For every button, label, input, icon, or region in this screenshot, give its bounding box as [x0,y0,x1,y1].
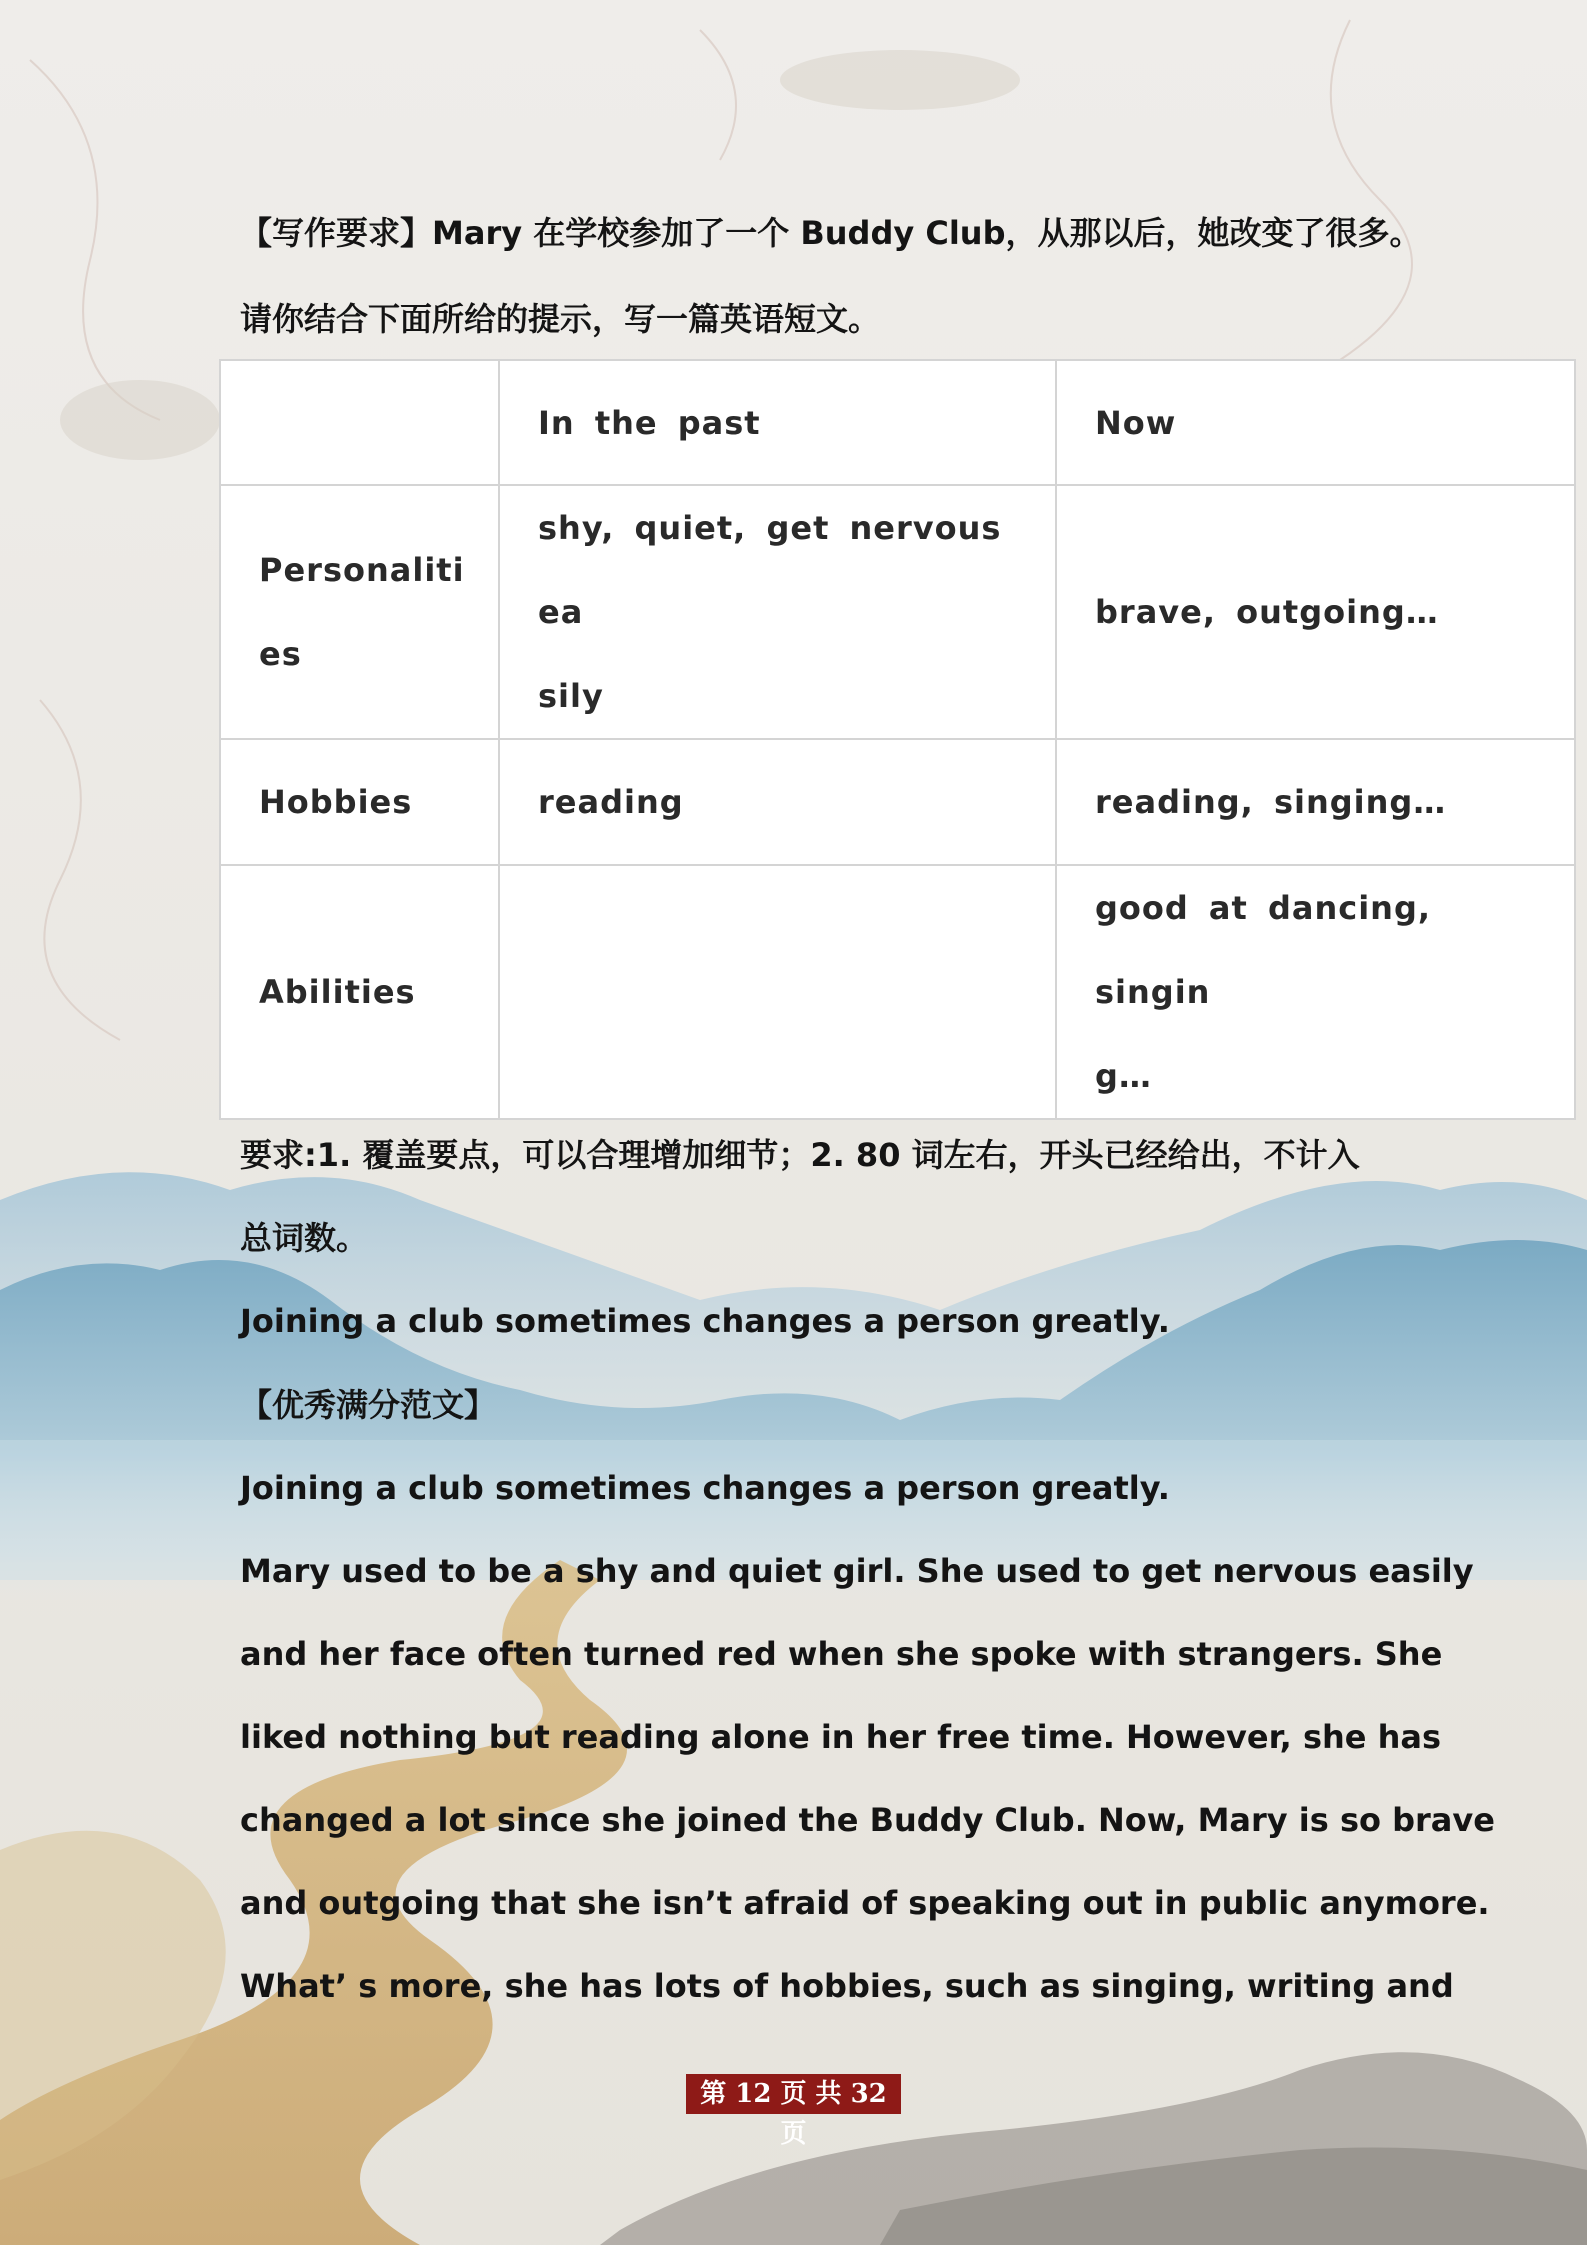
writing-task-line-1: 【写作要求】Mary 在学校参加了一个 Buddy Club，从那以后，她改变了很多。 [240,214,1422,252]
sample-line: What’ s more, she has lots of hobbies, such as singing, writing and [240,1967,1454,2005]
table-row-label: Hobbies [220,739,499,865]
sample-line: and her face often turned red when she spoke with strangers. She [240,1635,1443,1673]
table-header-cell: In the past [499,360,1056,485]
table-row [220,485,1575,739]
requirements-line-2: 总词数。 [240,1219,369,1257]
sample-line: changed a lot since she joined the Buddy Club. Now, Mary is so brave [240,1801,1495,1839]
opening-sentence: Joining a club sometimes changes a person greatly. [240,1302,1170,1340]
table-cell-now: brave, outgoing… [1056,485,1575,739]
table-row [220,739,1575,865]
table-row [220,865,1575,1119]
hints-table [219,359,1576,1120]
table-cell-now: reading, singing… [1056,739,1575,865]
sample-line: Joining a club sometimes changes a person greatly. [240,1469,1170,1507]
page-number-badge: 第 12 页 共 32 页 [686,2074,901,2114]
table-header-cell [220,360,499,485]
table-header-cell: Now [1056,360,1575,485]
table-cell-past [499,865,1056,1119]
table-header-row [220,360,1575,485]
table-cell-now: good at dancing, singin g… [1056,865,1575,1119]
sample-line: Mary used to be a shy and quiet girl. She used to get nervous easily [240,1552,1474,1590]
table-cell-past: reading [499,739,1056,865]
sample-line: and outgoing that she isn’t afraid of speaking out in public anymore. [240,1884,1490,1922]
requirements-line-1: 要求:1. 覆盖要点，可以合理增加细节；2. 80 词左右，开头已经给出，不计入 [240,1136,1360,1174]
table-row-label: Abilities [220,865,499,1119]
sample-line: liked nothing but reading alone in her free time. However, she has [240,1718,1442,1756]
sample-heading: 【优秀满分范文】 [240,1386,497,1424]
table-row-label: Personaliti es [220,485,499,739]
table-cell-past: shy, quiet, get nervous ea sily [499,485,1056,739]
writing-task-line-2: 请你结合下面所给的提示，写一篇英语短文。 [240,300,881,338]
